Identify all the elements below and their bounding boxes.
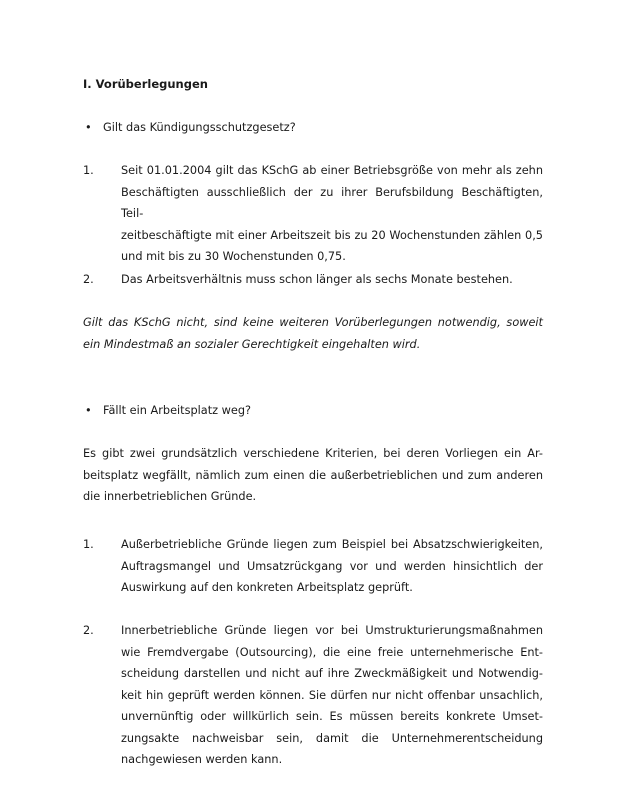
list-number: 1. bbox=[83, 164, 94, 177]
text-line: wie Fremdvergabe (Outsourcing), die eine freie unternehmerische Ent- bbox=[121, 645, 543, 659]
text-line: zungsakte nachweisbar sein, damit die Unternehmerentscheidung bbox=[121, 731, 543, 745]
text-line: Außerbetriebliche Gründe liegen zum Beispiel bei Absatzschwierigkeiten, bbox=[121, 538, 543, 551]
bullet-question-text: Fällt ein Arbeitsplatz weg? bbox=[103, 404, 252, 417]
text-line: nachgewiesen werden kann. bbox=[121, 753, 283, 766]
text-line: Innerbetriebliche Gründe liegen vor bei Umstrukturierungsmaßnahmen bbox=[121, 624, 543, 637]
list-number: 2. bbox=[83, 273, 94, 286]
text-line: Gilt das KSchG nicht, sind keine weiteren Vorüberlegungen notwendig, soweit bbox=[83, 316, 543, 329]
text-line: Auswirkung auf den konkreten Arbeitsplatz geprüft. bbox=[121, 581, 413, 594]
list-item-text bbox=[121, 534, 543, 599]
text-line: die innerbetrieblichen Gründe. bbox=[83, 490, 257, 503]
list-item-text bbox=[121, 269, 543, 291]
text-line: zeitbeschäftigte mit einer Arbeitszeit bis zu 20 Wochenstunden zählen 0,5 bbox=[121, 228, 543, 242]
text-line: unvernünftig oder willkürlich sein. Es müssen bereits konkrete Umset- bbox=[121, 710, 543, 723]
bullet-icon: • bbox=[85, 121, 92, 134]
text-line: und mit bis zu 30 Wochenstunden 0,75. bbox=[121, 250, 346, 263]
section-heading: I. Vorüberlegungen bbox=[83, 77, 208, 91]
text-line: Seit 01.01.2004 gilt das KSchG ab einer Betriebsgröße von mehr als zehn bbox=[121, 164, 543, 177]
intro-paragraph bbox=[83, 443, 543, 508]
list-item-text bbox=[121, 620, 543, 771]
list-item-text bbox=[121, 160, 543, 268]
text-line: Beschäftigten ausschließlich der zu ihrer Berufsbildung Beschäftigten, Teil- bbox=[121, 185, 543, 220]
text-line: keit hin geprüft werden können. Sie dürfen nur nicht offenbar unsachlich, bbox=[121, 688, 543, 702]
text-line: beitsplatz wegfällt, nämlich zum einen die außerbetrieblichen und zum anderen bbox=[83, 468, 543, 482]
text-line: Das Arbeitsverhältnis muss schon länger als sechs Monate bestehen. bbox=[121, 273, 513, 286]
note-paragraph bbox=[83, 312, 543, 355]
text-line: ein Mindestmaß an sozialer Gerechtigkeit eingehalten wird. bbox=[83, 337, 421, 351]
text-line: Es gibt zwei grundsätzlich verschiedene Kriterien, bei deren Vorliegen ein Ar- bbox=[83, 447, 543, 460]
list-number: 1. bbox=[83, 538, 94, 551]
list-number: 2. bbox=[83, 624, 94, 637]
text-line: Auftragsmangel und Umsatzrückgang vor und werden hinsichtlich der bbox=[121, 559, 543, 573]
bullet-icon: • bbox=[85, 404, 92, 417]
text-line: scheidung darstellen und nicht auf ihre Zweckmäßigkeit und Notwendig- bbox=[121, 667, 543, 680]
bullet-question-text: Gilt das Kündigungsschutzgesetz? bbox=[103, 121, 296, 134]
